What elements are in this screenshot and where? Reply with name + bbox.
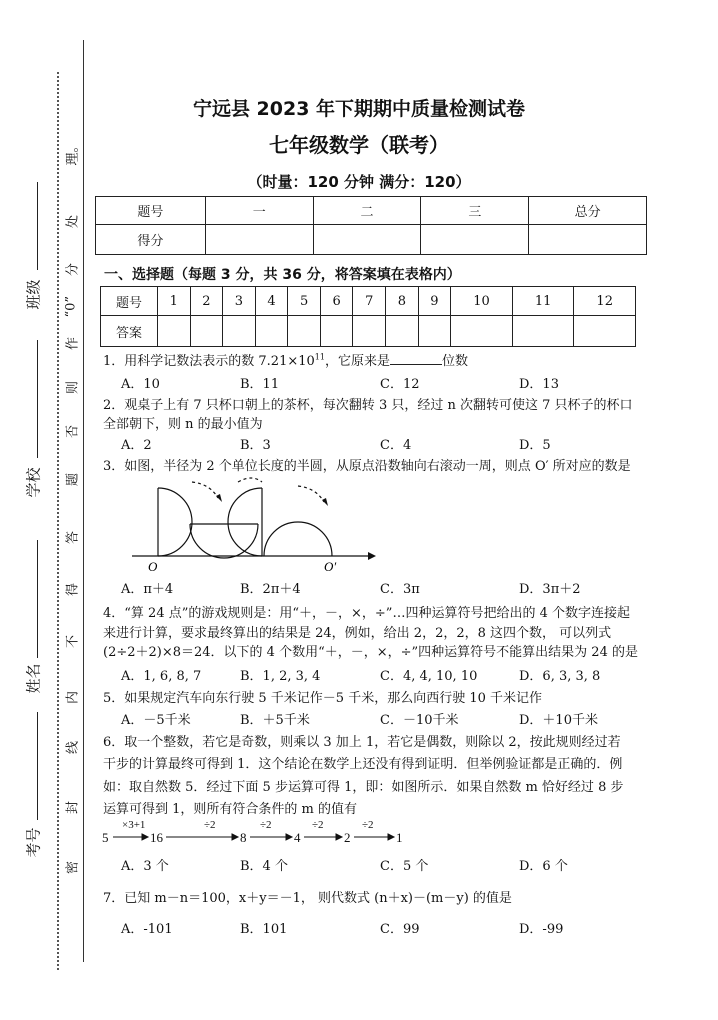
q6-option-b[interactable]: B．4 个	[240, 859, 288, 874]
binding-warning-char: 处	[65, 215, 81, 229]
q7-option-b[interactable]: B．101	[240, 922, 288, 937]
chain-number: 4	[294, 830, 301, 845]
q4-line: 4．“算 24 点”的游戏规则是：用“＋，－，×，÷”…四种运算符号把给出的 4 个数字连接起	[103, 606, 630, 621]
q1-blank[interactable]	[390, 352, 442, 365]
q3-line: 3．如图，半径为 2 个单位长度的半圆，从原点沿数轴向右滚动一周，则点 O′ 所对应的数是	[103, 459, 631, 474]
q5-line: 5．如果规定汽车向东行驶 5 千米记作－5 千米，那么向西行驶 10 千米记作	[103, 691, 543, 706]
section1-heading: 一、选择题（每题 3 分，共 36 分，将答案填在表格内）	[104, 267, 461, 283]
answer-cell[interactable]	[190, 316, 223, 347]
score-cell[interactable]	[529, 225, 647, 255]
rolling-arrow	[192, 482, 218, 498]
exam-subtitle: 七年级数学（联考）	[269, 133, 449, 157]
q6-operation-chain	[100, 818, 410, 852]
rolling-arrow	[298, 486, 324, 502]
semicircle-rotated	[228, 488, 262, 556]
q6-line: 如：取自然数 5．经过下面 5 步运算可得 1，即：如图所示．如果自然数 m 恰好经过 8 步	[103, 780, 624, 795]
answer-cell[interactable]	[418, 316, 451, 347]
exam-number-label: 考号	[24, 827, 43, 858]
answer-table-header: 题号	[101, 287, 158, 316]
q4-option-c[interactable]: C．4, 4, 10, 10	[380, 669, 478, 684]
binding-warning-char: 题	[65, 473, 81, 487]
answer-table-number: 12	[574, 287, 636, 316]
semicircle-end	[264, 522, 332, 556]
chain-op: ×3+1	[122, 819, 146, 831]
q1-text: 位数	[442, 354, 469, 369]
q5-option-d[interactable]: D．＋10千米	[519, 713, 598, 728]
binding-warning-char: 否	[65, 425, 81, 439]
q5-option-b[interactable]: B．＋5千米	[240, 713, 310, 728]
score-header-cell: 三	[421, 197, 529, 225]
answer-cell[interactable]	[451, 316, 513, 347]
binding-warning-char: 答	[65, 531, 81, 545]
rolling-arrow	[238, 478, 262, 482]
answer-table-number: 6	[320, 287, 353, 316]
exam-title: 宁远县 2023 年下期期中质量检测试卷	[192, 98, 526, 120]
school-field-line	[37, 340, 38, 458]
answer-table-number: 4	[255, 287, 288, 316]
binding-warning-char: 得	[65, 583, 81, 597]
answer-table-number: 7	[353, 287, 386, 316]
q7-option-d[interactable]: D．-99	[519, 922, 564, 937]
answer-cell[interactable]	[574, 316, 636, 347]
answer-table-number: 10	[451, 287, 513, 316]
answer-cell[interactable]	[386, 316, 419, 347]
answer-table-number: 2	[190, 287, 223, 316]
q1-text: 1．用科学记数法表示的数 7.21×10	[103, 354, 315, 369]
q2-option-d[interactable]: D．5	[519, 438, 551, 453]
score-header-cell: 题号	[96, 197, 206, 225]
q5-option-a[interactable]: A．－5千米	[121, 713, 191, 728]
answer-table	[100, 286, 636, 347]
q4-line: (2÷2＋2)×8＝24．以下的 4 个数用“＋，－，×，÷”四种运算符号不能算出结果为 24 的是	[103, 645, 638, 660]
q4-option-a[interactable]: A．1, 6, 8, 7	[121, 669, 202, 684]
score-row-label: 得分	[96, 225, 206, 255]
binding-warning-char: 分	[65, 263, 81, 277]
binding-warning-char: “0”	[63, 295, 79, 318]
q1-exponent: 11	[314, 352, 325, 362]
chain-number: 1	[396, 830, 403, 845]
arrow-head	[322, 498, 328, 506]
q6-option-a[interactable]: A．3 个	[121, 859, 169, 874]
q4-option-d[interactable]: D．6, 3, 3, 8	[519, 669, 601, 684]
q7-option-a[interactable]: A．-101	[121, 922, 173, 937]
score-header-cell: 总分	[529, 197, 647, 225]
exam-info: （时量：120 分钟 满分：120）	[247, 173, 471, 191]
answer-table-number: 5	[288, 287, 321, 316]
binding-warning-char: 内	[65, 691, 81, 705]
label-origin: O	[148, 559, 158, 574]
chain-op: ÷2	[362, 819, 374, 831]
q6-option-d[interactable]: D．6 个	[519, 859, 568, 874]
binding-warning-char: 理。	[65, 139, 81, 166]
class-label: 班级	[24, 279, 43, 310]
class-field-line	[37, 182, 38, 270]
school-label: 学校	[24, 467, 43, 498]
chain-op: ÷2	[204, 819, 216, 831]
semicircle-start	[158, 488, 192, 556]
q6-line: 6．取一个整数，若它是奇数，则乘以 3 加上 1，若它是偶数，则除以 2，按此规则经过若	[103, 735, 621, 750]
q3-option-a[interactable]: A．π＋4	[121, 582, 174, 597]
score-header-cell: 一	[205, 197, 313, 225]
q7-line: 7．已知 m－n＝100，x＋y＝－1， 则代数式 (n＋x)－(m－y) 的值是	[103, 891, 512, 906]
q1-option-c[interactable]: C．12	[380, 377, 420, 392]
answer-cell[interactable]	[223, 316, 256, 347]
q1-option-d[interactable]: D．13	[519, 377, 559, 392]
q2-option-c[interactable]: C．4	[380, 438, 412, 453]
q3-option-b[interactable]: B．2π＋4	[240, 582, 301, 597]
score-cell[interactable]	[421, 225, 529, 255]
q7-option-c[interactable]: C．99	[380, 922, 420, 937]
q1-option-b[interactable]: B．11	[240, 377, 280, 392]
score-header-cell: 二	[313, 197, 421, 225]
q4-line: 来进行计算，要求最终算出的结果是 24，例如，给出 2，2，2，8 这四个数， 可以列式	[103, 626, 612, 641]
binding-warning-char: 不	[65, 635, 81, 649]
binding-warning-char: 密	[65, 861, 81, 875]
answer-table-number: 8	[386, 287, 419, 316]
chain-op: ÷2	[260, 819, 272, 831]
q2-line: 全部朝下，则 n 的最小值为	[103, 417, 263, 432]
binding-warning-char: 作	[65, 337, 81, 351]
q3-option-d[interactable]: D．3π＋2	[519, 582, 581, 597]
chain-number: 16	[150, 830, 163, 845]
score-table	[95, 196, 647, 255]
q2-option-a[interactable]: A．2	[121, 438, 152, 453]
axis-arrow	[368, 552, 376, 560]
answer-table-number: 3	[223, 287, 256, 316]
q4-option-b[interactable]: B．1, 2, 3, 4	[240, 669, 321, 684]
chain-number: 2	[344, 830, 351, 845]
answer-cell[interactable]	[158, 316, 191, 347]
binding-warning-char: 则	[65, 381, 81, 395]
answer-table-number: 1	[158, 287, 191, 316]
answer-table-number: 9	[418, 287, 451, 316]
q1-option-a[interactable]: A．10	[121, 377, 160, 392]
answer-row-label: 答案	[101, 316, 158, 347]
answer-table-number: 11	[512, 287, 574, 316]
q5-option-c[interactable]: C．－10千米	[380, 713, 459, 728]
label-o-prime: O′	[324, 559, 337, 574]
answer-cell[interactable]	[512, 316, 574, 347]
q3-rolling-semicircle-figure	[130, 472, 380, 576]
binding-warning-char: 封	[65, 801, 81, 815]
exam-number-field-line	[37, 712, 38, 820]
chain-op: ÷2	[312, 819, 324, 831]
score-cell[interactable]	[205, 225, 313, 255]
answer-cell[interactable]	[353, 316, 386, 347]
question-1	[103, 350, 468, 369]
q6-option-c[interactable]: C．5 个	[380, 859, 429, 874]
q2-option-b[interactable]: B．3	[240, 438, 271, 453]
chain-number: 5	[102, 830, 109, 845]
chain-number: 8	[240, 830, 247, 845]
arrow-head	[216, 494, 222, 502]
q2-line: 2．观桌子上有 7 只杯口朝上的茶杯，每次翻转 3 只，经过 n 次翻转可使这 7 只杯子的杯口	[103, 398, 633, 413]
answer-cell[interactable]	[255, 316, 288, 347]
q6-line: 干步的计算最终可得到 1．这个结论在数学上还没有得到证明．但举例验证都是正确的．例	[103, 757, 623, 772]
score-cell[interactable]	[313, 225, 421, 255]
name-field-line	[37, 540, 38, 658]
name-label: 姓名	[24, 663, 43, 694]
answer-cell[interactable]	[288, 316, 321, 347]
answer-cell[interactable]	[320, 316, 353, 347]
q6-line: 运算可得到 1，则所有符合条件的 m 的值有	[103, 802, 357, 817]
binding-dotted-line	[57, 72, 59, 970]
q1-text: ，它原来是	[324, 354, 390, 369]
binding-warning-char: 线	[65, 741, 81, 755]
q3-option-c[interactable]: C．3π	[380, 582, 420, 597]
